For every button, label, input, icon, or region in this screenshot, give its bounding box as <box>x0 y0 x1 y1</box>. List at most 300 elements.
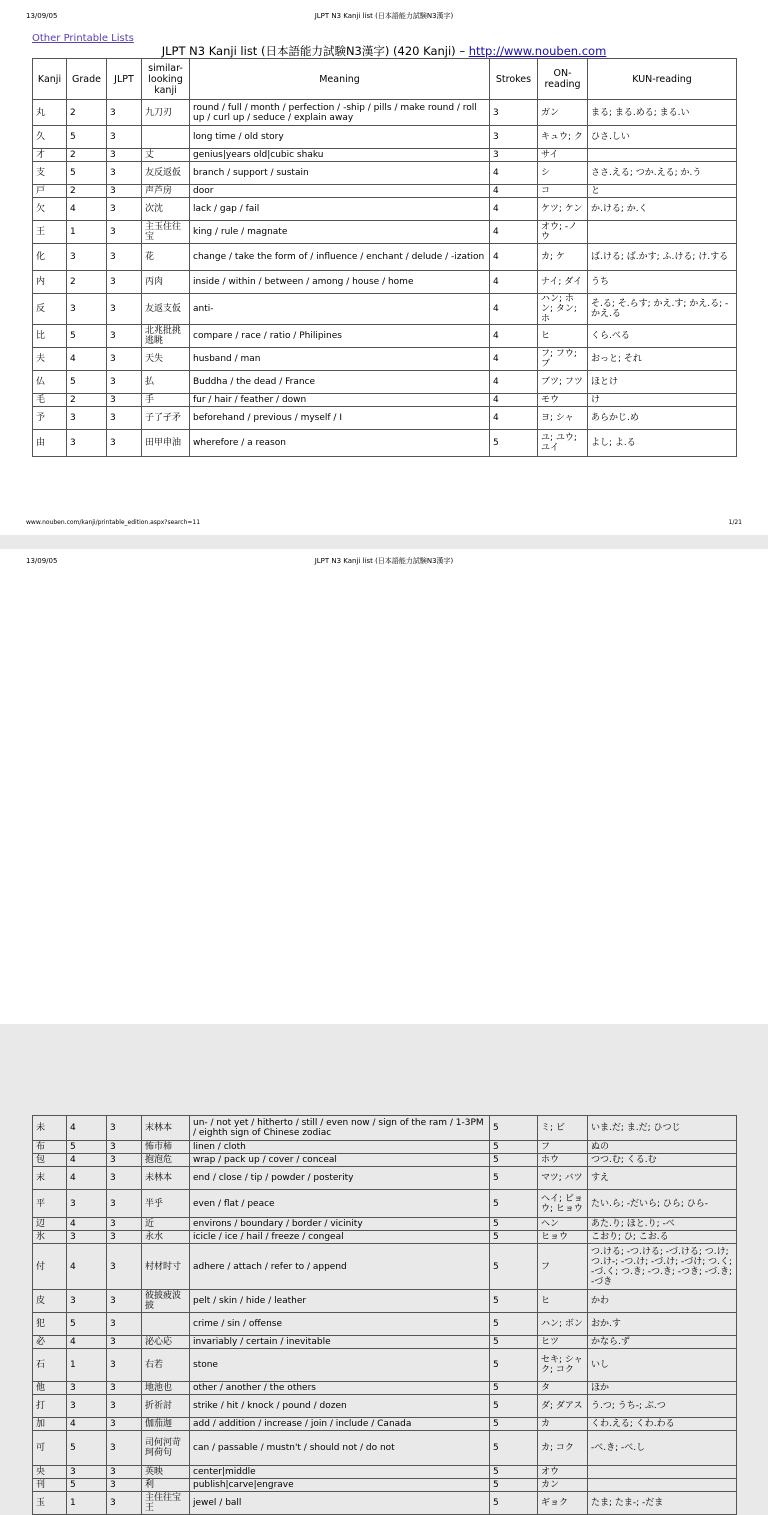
similar-kanji-cell: 永水 <box>142 1231 190 1244</box>
kanji-cell: 犯 <box>33 1313 67 1336</box>
kun-reading-cell: たま; たま-; -だま <box>588 1492 737 1515</box>
meaning-cell: pelt / skin / hide / leather <box>190 1290 490 1313</box>
strokes-cell: 5 <box>490 1418 538 1431</box>
kanji-cell: 刊 <box>33 1479 67 1492</box>
similar-kanji-cell: 地池也 <box>142 1382 190 1395</box>
strokes-cell: 5 <box>490 1116 538 1141</box>
kanji-row <box>33 1231 737 1244</box>
meaning-cell: round / full / month / perfection / -ship / pills / make round / roll up / curl up / seduce / explain away <box>190 100 490 126</box>
kun-reading-cell: ほか <box>588 1382 737 1395</box>
kanji-table <box>32 58 737 457</box>
grade-cell: 2 <box>67 100 107 126</box>
col-header-kun-reading: KUN-reading <box>588 59 737 100</box>
grade-cell: 3 <box>67 407 107 430</box>
grade-cell: 2 <box>67 271 107 294</box>
meaning-cell: add / addition / increase / join / include / Canada <box>190 1418 490 1431</box>
similar-kanji-cell: 主住往宝王 <box>142 1492 190 1515</box>
on-reading-cell: ガン <box>538 100 588 126</box>
kanji-row <box>33 100 737 126</box>
kanji-row <box>33 1382 737 1395</box>
nouben-link[interactable]: http://www.nouben.com <box>468 44 607 58</box>
similar-kanji-cell: 怖市柿 <box>142 1141 190 1154</box>
similar-kanji-cell: 友返支仮 <box>142 294 190 325</box>
kun-reading-cell: ぬの <box>588 1141 737 1154</box>
kanji-row <box>33 1479 737 1492</box>
kanji-row <box>33 185 737 198</box>
on-reading-cell: モウ <box>538 394 588 407</box>
similar-kanji-cell: 未林本 <box>142 1167 190 1190</box>
kun-reading-cell: くら.べる <box>588 325 737 348</box>
meaning-cell: un- / not yet / hitherto / still / even now / sign of the ram / 1-3PM / eighth sign of Chinese zodiac <box>190 1116 490 1141</box>
meaning-cell: anti- <box>190 294 490 325</box>
similar-kanji-cell: 伽茄迦 <box>142 1418 190 1431</box>
strokes-cell: 5 <box>490 1336 538 1349</box>
strokes-cell: 4 <box>490 348 538 371</box>
jlpt-cell: 3 <box>107 1141 142 1154</box>
grade-cell: 3 <box>67 430 107 457</box>
col-header-on-reading: ON-reading <box>538 59 588 100</box>
jlpt-cell: 3 <box>107 162 142 185</box>
kun-reading-cell: いし <box>588 1349 737 1382</box>
kanji-cell: 未 <box>33 1116 67 1141</box>
similar-kanji-cell: 田甲申油 <box>142 430 190 457</box>
similar-kanji-cell <box>142 126 190 149</box>
jlpt-cell: 3 <box>107 325 142 348</box>
meaning-cell: icicle / ice / hail / freeze / congeal <box>190 1231 490 1244</box>
jlpt-cell: 3 <box>107 1336 142 1349</box>
strokes-cell: 5 <box>490 1395 538 1418</box>
strokes-cell: 3 <box>490 100 538 126</box>
grade-cell: 5 <box>67 126 107 149</box>
grade-cell: 3 <box>67 244 107 271</box>
strokes-cell: 5 <box>490 1141 538 1154</box>
kanji-row <box>33 162 737 185</box>
kanji-cell: 才 <box>33 149 67 162</box>
on-reading-cell: フ; フウ; ブ <box>538 348 588 371</box>
kanji-cell: 布 <box>33 1141 67 1154</box>
strokes-cell: 3 <box>490 126 538 149</box>
grade-cell: 2 <box>67 185 107 198</box>
kun-reading-cell: うち <box>588 271 737 294</box>
strokes-cell: 4 <box>490 394 538 407</box>
jlpt-cell: 3 <box>107 100 142 126</box>
meaning-cell: strike / hit / knock / pound / dozen <box>190 1395 490 1418</box>
kun-reading-cell: よし; よ.る <box>588 430 737 457</box>
jlpt-cell: 3 <box>107 1395 142 1418</box>
jlpt-cell: 3 <box>107 1492 142 1515</box>
kanji-cell: 支 <box>33 162 67 185</box>
on-reading-cell: ブツ; フツ <box>538 371 588 394</box>
kanji-row <box>33 1116 737 1141</box>
table-header-row <box>33 59 737 100</box>
strokes-cell: 4 <box>490 185 538 198</box>
grade-cell: 4 <box>67 1244 107 1290</box>
kanji-cell: 加 <box>33 1418 67 1431</box>
kanji-cell: 皮 <box>33 1290 67 1313</box>
strokes-cell: 3 <box>490 149 538 162</box>
similar-kanji-cell: 近 <box>142 1218 190 1231</box>
kun-reading-cell: -べ.き; -べ.し <box>588 1431 737 1466</box>
jlpt-cell: 3 <box>107 1418 142 1431</box>
grade-cell: 3 <box>67 1466 107 1479</box>
footer-url: www.nouben.com/kanji/printable_edition.aspx?search=11 <box>26 519 201 526</box>
kanji-cell: 丸 <box>33 100 67 126</box>
kanji-table <box>32 1115 737 1515</box>
kun-reading-cell <box>588 1479 737 1492</box>
grade-cell: 5 <box>67 1431 107 1466</box>
kun-reading-cell: おっと; それ <box>588 348 737 371</box>
on-reading-cell: ヨ; シャ <box>538 407 588 430</box>
similar-kanji-cell: 手 <box>142 394 190 407</box>
meaning-cell: Buddha / the dead / France <box>190 371 490 394</box>
kun-reading-cell: すえ <box>588 1167 737 1190</box>
kun-reading-cell: くわ.える; くわ.わる <box>588 1418 737 1431</box>
grade-cell: 4 <box>67 1167 107 1190</box>
kanji-row <box>33 198 737 221</box>
strokes-cell: 5 <box>490 1466 538 1479</box>
kanji-cell: 包 <box>33 1154 67 1167</box>
kun-reading-cell: け <box>588 394 737 407</box>
kun-reading-cell: ほとけ <box>588 371 737 394</box>
kanji-row <box>33 1290 737 1313</box>
jlpt-cell: 3 <box>107 1231 142 1244</box>
kun-reading-cell: つつ.む; くる.む <box>588 1154 737 1167</box>
meaning-cell: even / flat / peace <box>190 1190 490 1218</box>
kanji-row <box>33 1336 737 1349</box>
grade-cell: 5 <box>67 1479 107 1492</box>
meaning-cell: door <box>190 185 490 198</box>
similar-kanji-cell: 村材时寸 <box>142 1244 190 1290</box>
kanji-cell: 石 <box>33 1349 67 1382</box>
document-title <box>0 44 768 58</box>
kanji-cell: 戸 <box>33 185 67 198</box>
on-reading-cell: カ; コク <box>538 1431 588 1466</box>
on-reading-cell: ヒ <box>538 1290 588 1313</box>
on-reading-cell: カ; ケ <box>538 244 588 271</box>
jlpt-cell: 3 <box>107 1313 142 1336</box>
kanji-cell: 内 <box>33 271 67 294</box>
on-reading-cell: ハン; ホン; タン; ホ <box>538 294 588 325</box>
grade-cell: 1 <box>67 1492 107 1515</box>
strokes-cell: 5 <box>490 1492 538 1515</box>
jlpt-cell: 3 <box>107 149 142 162</box>
jlpt-cell: 3 <box>107 1154 142 1167</box>
meaning-cell: can / passable / mustn't / should not / do not <box>190 1431 490 1466</box>
meaning-cell: crime / sin / offense <box>190 1313 490 1336</box>
kanji-row <box>33 1154 737 1167</box>
kanji-cell: 必 <box>33 1336 67 1349</box>
grade-cell: 1 <box>67 1349 107 1382</box>
grade-cell: 3 <box>67 294 107 325</box>
similar-kanji-cell: 泌心応 <box>142 1336 190 1349</box>
strokes-cell: 5 <box>490 1154 538 1167</box>
kun-reading-cell: かわ <box>588 1290 737 1313</box>
jlpt-cell: 3 <box>107 1116 142 1141</box>
on-reading-cell: マツ; バツ <box>538 1167 588 1190</box>
on-reading-cell: ヘン <box>538 1218 588 1231</box>
similar-kanji-cell: 利 <box>142 1479 190 1492</box>
meaning-cell: center|middle <box>190 1466 490 1479</box>
kanji-cell: 由 <box>33 430 67 457</box>
jlpt-cell: 3 <box>107 185 142 198</box>
kun-reading-cell: う.つ; うち-; ぶ.つ <box>588 1395 737 1418</box>
strokes-cell: 5 <box>490 1349 538 1382</box>
kun-reading-cell <box>588 221 737 244</box>
print-title: JLPT N3 Kanji list (日本語能力試験N3漢字) <box>314 557 454 565</box>
other-printable-lists-link[interactable]: Other Printable Lists <box>32 33 134 44</box>
kanji-row <box>33 1190 737 1218</box>
jlpt-cell: 3 <box>107 407 142 430</box>
kanji-row <box>33 1418 737 1431</box>
kanji-row <box>33 430 737 457</box>
similar-kanji-cell: 英映 <box>142 1466 190 1479</box>
jlpt-cell: 3 <box>107 430 142 457</box>
on-reading-cell: ヘイ; ビョウ; ヒョウ <box>538 1190 588 1218</box>
similar-kanji-cell: 彼披疲波披 <box>142 1290 190 1313</box>
on-reading-cell: フ <box>538 1141 588 1154</box>
kun-reading-cell <box>588 149 737 162</box>
meaning-cell: other / another / the others <box>190 1382 490 1395</box>
print-title: JLPT N3 Kanji list (日本語能力試験N3漢字) <box>314 12 454 20</box>
grade-cell: 5 <box>67 1313 107 1336</box>
kanji-row <box>33 149 737 162</box>
on-reading-cell: タ <box>538 1382 588 1395</box>
kanji-row <box>33 371 737 394</box>
strokes-cell: 4 <box>490 198 538 221</box>
kanji-cell: 平 <box>33 1190 67 1218</box>
on-reading-cell: ケツ; ケン <box>538 198 588 221</box>
strokes-cell: 5 <box>490 1382 538 1395</box>
grade-cell: 2 <box>67 394 107 407</box>
strokes-cell: 5 <box>490 1218 538 1231</box>
kanji-row <box>33 1431 737 1466</box>
kanji-row <box>33 394 737 407</box>
on-reading-cell: カン <box>538 1479 588 1492</box>
on-reading-cell: ハン; ボン <box>538 1313 588 1336</box>
on-reading-cell: ヒツ <box>538 1336 588 1349</box>
strokes-cell: 5 <box>490 1190 538 1218</box>
kanji-row <box>33 244 737 271</box>
page-header <box>0 555 768 567</box>
jlpt-cell: 3 <box>107 1431 142 1466</box>
similar-kanji-cell: 払 <box>142 371 190 394</box>
on-reading-cell: ヒョウ <box>538 1231 588 1244</box>
grade-cell: 4 <box>67 1154 107 1167</box>
jlpt-cell: 3 <box>107 371 142 394</box>
kanji-cell: 予 <box>33 407 67 430</box>
on-reading-cell: ダ; ダアス <box>538 1395 588 1418</box>
jlpt-cell: 3 <box>107 394 142 407</box>
jlpt-cell: 3 <box>107 1382 142 1395</box>
kanji-row <box>33 1395 737 1418</box>
jlpt-cell: 3 <box>107 1479 142 1492</box>
on-reading-cell: フ <box>538 1244 588 1290</box>
meaning-cell: jewel / ball <box>190 1492 490 1515</box>
strokes-cell: 4 <box>490 162 538 185</box>
kanji-row <box>33 1244 737 1290</box>
meaning-cell: genius|years old|cubic shaku <box>190 149 490 162</box>
meaning-cell: inside / within / between / among / house / home <box>190 271 490 294</box>
on-reading-cell: ホウ <box>538 1154 588 1167</box>
strokes-cell: 4 <box>490 407 538 430</box>
grade-cell: 3 <box>67 1190 107 1218</box>
similar-kanji-cell <box>142 1313 190 1336</box>
kun-reading-cell: そ.る; そ.らす; かえ.す; かえ.る; -かえ.る <box>588 294 737 325</box>
kun-reading-cell: かなら.ず <box>588 1336 737 1349</box>
meaning-cell: publish|carve|engrave <box>190 1479 490 1492</box>
kun-reading-cell: ば.ける; ば.かす; ふ.ける; け.する <box>588 244 737 271</box>
col-header-jlpt: JLPT <box>107 59 142 100</box>
page-footer <box>26 518 742 528</box>
on-reading-cell: サイ <box>538 149 588 162</box>
grade-cell: 1 <box>67 221 107 244</box>
kanji-cell: 化 <box>33 244 67 271</box>
similar-kanji-cell: 半乎 <box>142 1190 190 1218</box>
kanji-row <box>33 1466 737 1479</box>
meaning-cell: fur / hair / feather / down <box>190 394 490 407</box>
similar-kanji-cell: 友反返仮 <box>142 162 190 185</box>
strokes-cell: 4 <box>490 221 538 244</box>
jlpt-cell: 3 <box>107 1167 142 1190</box>
meaning-cell: invariably / certain / inevitable <box>190 1336 490 1349</box>
col-header-strokes: Strokes <box>490 59 538 100</box>
kanji-row <box>33 294 737 325</box>
grade-cell: 3 <box>67 1231 107 1244</box>
col-header-grade: Grade <box>67 59 107 100</box>
col-header-kanji: Kanji <box>33 59 67 100</box>
kanji-row <box>33 221 737 244</box>
meaning-cell: adhere / attach / refer to / append <box>190 1244 490 1290</box>
kun-reading-cell: と <box>588 185 737 198</box>
kanji-row <box>33 1492 737 1515</box>
meaning-cell: branch / support / sustain <box>190 162 490 185</box>
kun-reading-cell: あらかじ.め <box>588 407 737 430</box>
col-header-similar: similar-looking kanji <box>142 59 190 100</box>
pdf-page-2 <box>0 549 768 1513</box>
meaning-cell: stone <box>190 1349 490 1382</box>
kun-reading-cell: あた.り; ほと.り; -べ <box>588 1218 737 1231</box>
strokes-cell: 5 <box>490 1431 538 1466</box>
kanji-cell: 比 <box>33 325 67 348</box>
kanji-cell: 久 <box>33 126 67 149</box>
kanji-cell: 仏 <box>33 371 67 394</box>
jlpt-cell: 3 <box>107 1290 142 1313</box>
page-header <box>0 10 768 22</box>
kanji-row <box>33 126 737 149</box>
on-reading-cell: ギョク <box>538 1492 588 1515</box>
on-reading-cell: オウ; -ノウ <box>538 221 588 244</box>
on-reading-cell: ミ; ビ <box>538 1116 588 1141</box>
strokes-cell: 4 <box>490 371 538 394</box>
strokes-cell: 4 <box>490 294 538 325</box>
strokes-cell: 5 <box>490 1231 538 1244</box>
kanji-cell: 打 <box>33 1395 67 1418</box>
similar-kanji-cell: 天失 <box>142 348 190 371</box>
jlpt-cell: 3 <box>107 126 142 149</box>
jlpt-cell: 3 <box>107 1244 142 1290</box>
similar-kanji-cell: 丈 <box>142 149 190 162</box>
pdf-page-1 <box>0 0 768 535</box>
kanji-row <box>33 1141 737 1154</box>
grade-cell: 4 <box>67 1218 107 1231</box>
on-reading-cell: セキ; シャク; コク <box>538 1349 588 1382</box>
strokes-cell: 4 <box>490 325 538 348</box>
on-reading-cell: コ <box>538 185 588 198</box>
grade-cell: 4 <box>67 1418 107 1431</box>
grade-cell: 3 <box>67 1395 107 1418</box>
on-reading-cell: カ <box>538 1418 588 1431</box>
grade-cell: 5 <box>67 325 107 348</box>
jlpt-cell: 3 <box>107 348 142 371</box>
on-reading-cell: シ <box>538 162 588 185</box>
similar-kanji-cell: 末林本 <box>142 1116 190 1141</box>
strokes-cell: 4 <box>490 271 538 294</box>
strokes-cell: 5 <box>490 1290 538 1313</box>
similar-kanji-cell: 主玉住往宝 <box>142 221 190 244</box>
meaning-cell: compare / race / ratio / Philipines <box>190 325 490 348</box>
on-reading-cell: キュウ; ク <box>538 126 588 149</box>
kanji-row <box>33 1218 737 1231</box>
similar-kanji-cell: 折祈討 <box>142 1395 190 1418</box>
kanji-row <box>33 325 737 348</box>
similar-kanji-cell: 花 <box>142 244 190 271</box>
similar-kanji-cell: 丙肉 <box>142 271 190 294</box>
meaning-cell: wherefore / a reason <box>190 430 490 457</box>
meaning-cell: change / take the form of / influence / enchant / delude / -ization <box>190 244 490 271</box>
kun-reading-cell: まる; まる.める; まる.い <box>588 100 737 126</box>
kanji-cell: 夫 <box>33 348 67 371</box>
strokes-cell: 5 <box>490 1244 538 1290</box>
kun-reading-cell: おか.す <box>588 1313 737 1336</box>
on-reading-cell: ユ; ユウ; ユイ <box>538 430 588 457</box>
jlpt-cell: 3 <box>107 1218 142 1231</box>
grade-cell: 3 <box>67 1290 107 1313</box>
kanji-row <box>33 271 737 294</box>
jlpt-cell: 3 <box>107 271 142 294</box>
grade-cell: 4 <box>67 348 107 371</box>
col-header-meaning: Meaning <box>190 59 490 100</box>
kanji-cell: 毛 <box>33 394 67 407</box>
strokes-cell: 5 <box>490 430 538 457</box>
grade-cell: 4 <box>67 1116 107 1141</box>
meaning-cell: linen / cloth <box>190 1141 490 1154</box>
jlpt-cell: 3 <box>107 1190 142 1218</box>
kanji-cell: 辺 <box>33 1218 67 1231</box>
kanji-cell: 王 <box>33 221 67 244</box>
kanji-cell: 末 <box>33 1167 67 1190</box>
kun-reading-cell: いま.だ; ま.だ; ひつじ <box>588 1116 737 1141</box>
similar-kanji-cell: 司何河苛珂荷句 <box>142 1431 190 1466</box>
meaning-cell: wrap / pack up / cover / conceal <box>190 1154 490 1167</box>
kun-reading-cell: たい.ら; -だいら; ひら; ひら- <box>588 1190 737 1218</box>
grade-cell: 5 <box>67 1141 107 1154</box>
grade-cell: 5 <box>67 162 107 185</box>
strokes-cell: 5 <box>490 1167 538 1190</box>
meaning-cell: husband / man <box>190 348 490 371</box>
jlpt-cell: 3 <box>107 294 142 325</box>
kun-reading-cell <box>588 1466 737 1479</box>
similar-kanji-cell: 声芦房 <box>142 185 190 198</box>
document-title-text: JLPT N3 Kanji list (日本語能力試験N3漢字) (420 Kanji) – <box>161 44 469 58</box>
kun-reading-cell: こおり; ひ; こお.る <box>588 1231 737 1244</box>
kanji-cell: 付 <box>33 1244 67 1290</box>
kanji-cell: 央 <box>33 1466 67 1479</box>
meaning-cell: beforehand / previous / myself / I <box>190 407 490 430</box>
jlpt-cell: 3 <box>107 1349 142 1382</box>
meaning-cell: long time / old story <box>190 126 490 149</box>
meaning-cell: environs / boundary / border / vicinity <box>190 1218 490 1231</box>
meaning-cell: end / close / tip / powder / posterity <box>190 1167 490 1190</box>
